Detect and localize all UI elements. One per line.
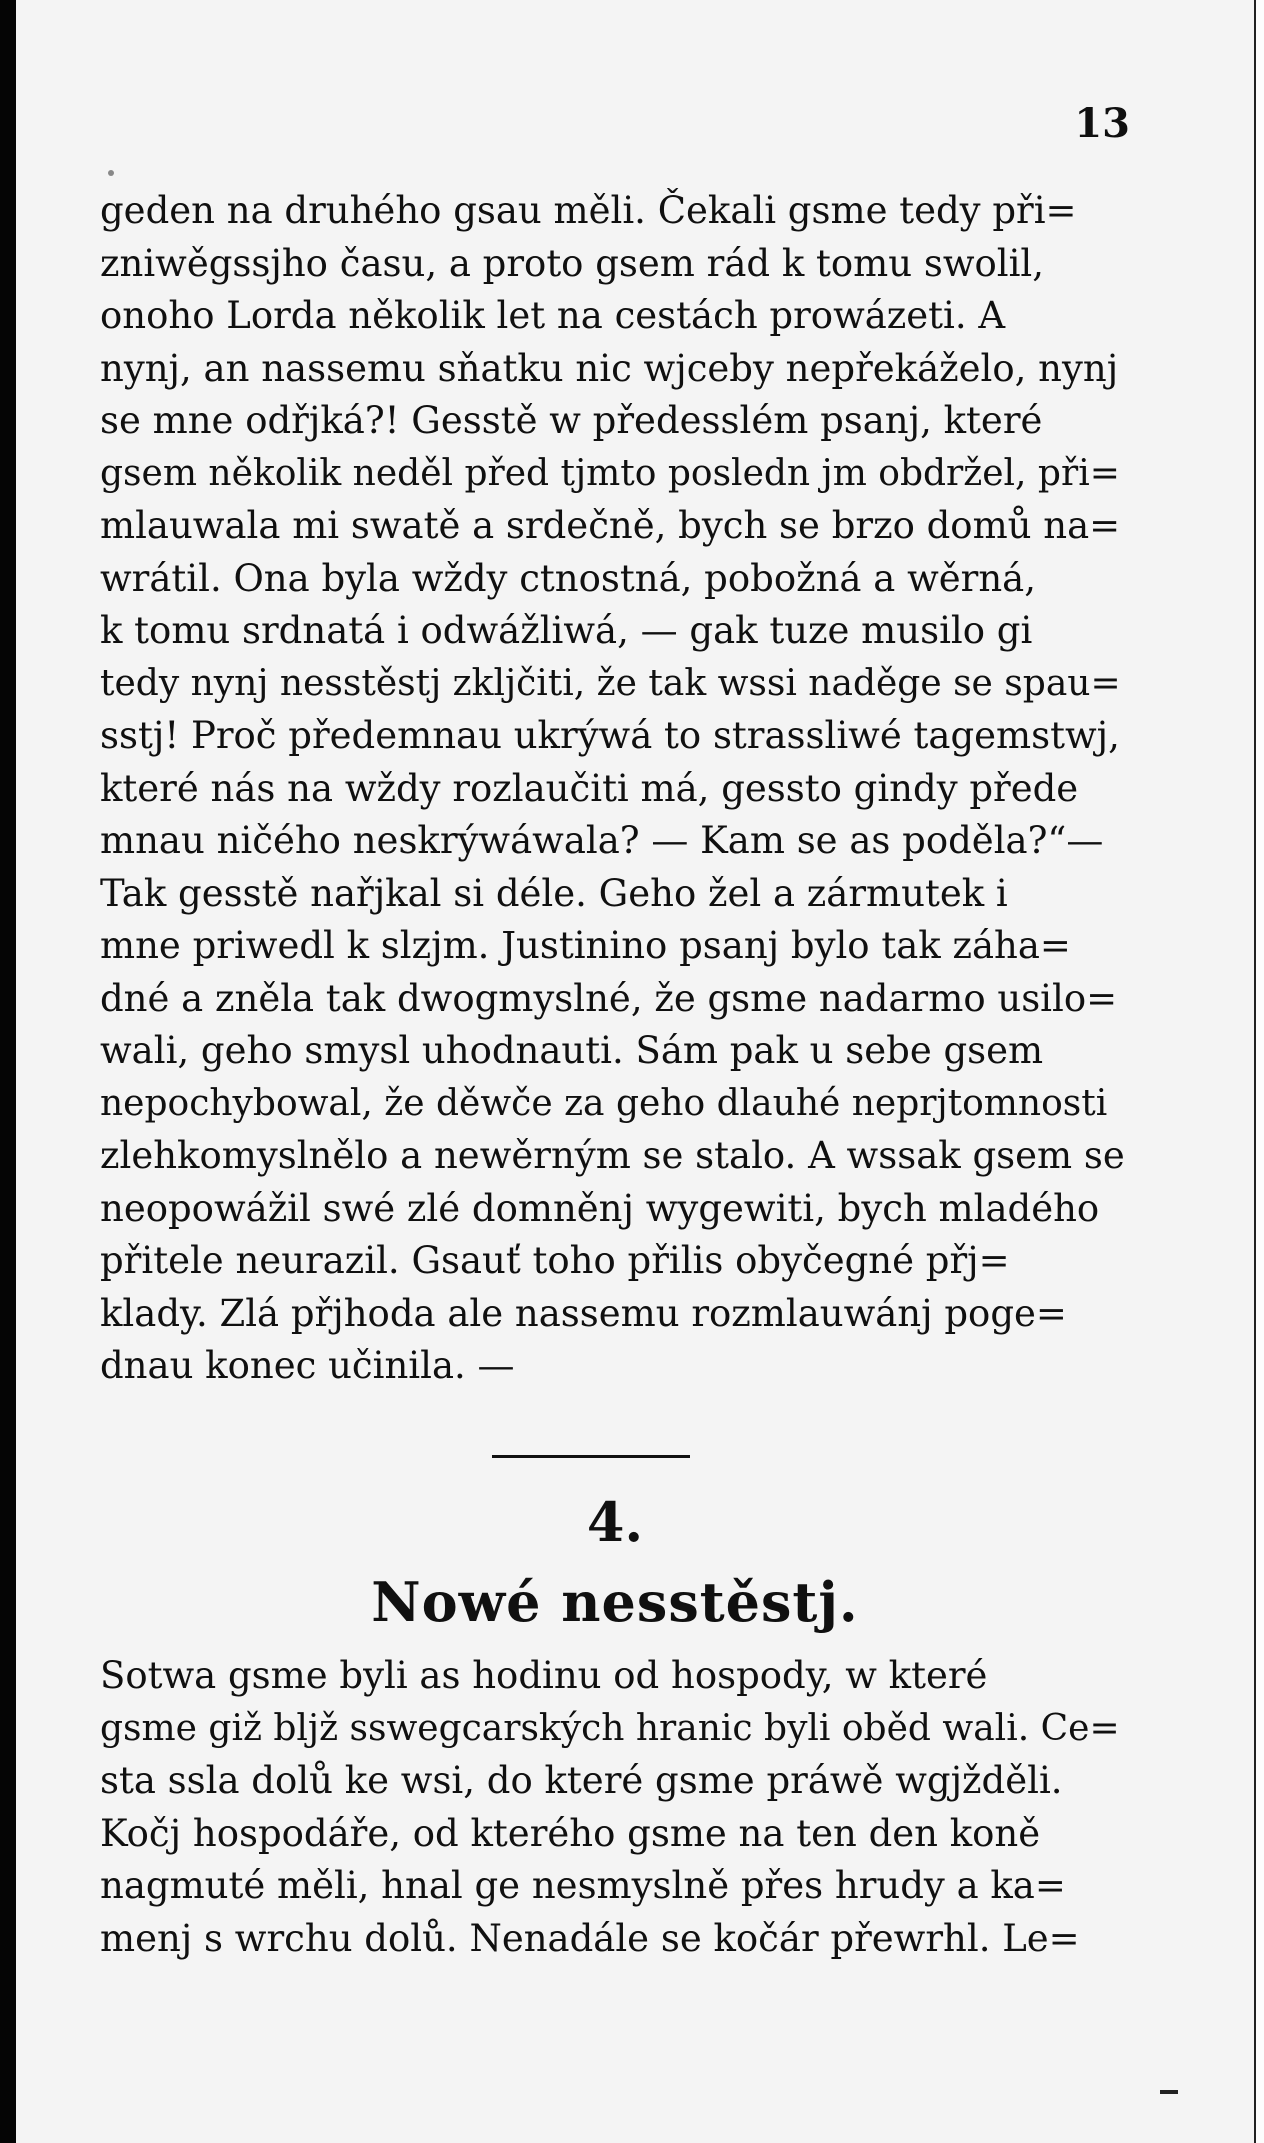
text-line: se mne odřjká?! Gesstě w předesslém psanj, které [100, 399, 1043, 442]
text-line: Sotwa gsme byli as hodinu od hospody, w které [100, 1654, 988, 1697]
section-paragraph [100, 1650, 1130, 1965]
text-line: sstj! Proč předemnau ukrýwá to strassliwé tagemstwj, [100, 714, 1120, 757]
page-number: 13 [1074, 100, 1130, 147]
text-line: nagmuté měli, hnal ge nesmyslně přes hrudy a ka= [100, 1864, 1066, 1907]
text-line: přitele neurazil. Gsauť toho přilis obyčegné přj= [100, 1239, 1010, 1282]
text-line: k tomu srdnatá i odwážliwá, — gak tuze musilo gi [100, 609, 1033, 652]
scan-page-edge [1254, 0, 1264, 2143]
text-line: klady. Zlá přjhoda ale nassemu rozmlauwánj poge= [100, 1291, 1067, 1335]
text-line: geden na druhého gsau měli. Čekali gsme tedy při= [100, 189, 1077, 232]
text-line: nepochybowal, že děwče za geho dlauhé neprjtomnosti [100, 1082, 1108, 1124]
book-page [100, 90, 1130, 2090]
text-line: zlehkomyslnělo a newěrným se stalo. A wssak gsem se [100, 1134, 1125, 1177]
text-line: sta ssla dolů ke wsi, do které gsme práwě wgjžděli. [100, 1759, 1063, 1802]
text-line: mne priwedl k slzjm. Justinino psanj bylo tak záha= [100, 924, 1071, 967]
text-line: tedy nynj nesstěstj zkljčiti, že tak wssi naděge se spau= [100, 662, 1121, 704]
section-divider [492, 1455, 690, 1458]
text-line: menj s wrchu dolů. Nenadále se kočár přewrhl. Le= [100, 1916, 1080, 1960]
text-line: wali, geho smysl uhodnauti. Sám pak u sebe gsem [100, 1029, 1044, 1072]
scan-mark [1160, 2090, 1178, 2094]
text-line: mlauwala mi swatě a srdečně, bych se brzo domů na= [100, 504, 1121, 547]
text-line: neopowážil swé zlé domněnj wygewiti, bych mladého [100, 1186, 1100, 1230]
text-line: které nás na wždy rozlaučiti má, gessto gindy přede [100, 766, 1079, 810]
text-line: Kočj hospodáře, od kterého gsme na ten den koně [100, 1811, 1041, 1855]
section-title: Nowé nesstěstj. [371, 1570, 859, 1634]
text-line: onoho Lorda několik let na cestách prowázeti. A [100, 294, 1006, 337]
text-line: gsme giž bljž sswegcarských hranic byli oběd wali. Ce= [100, 1707, 1120, 1749]
text-line: wrátil. Ona byla wždy ctnostná, pobožná a wěrná, [100, 556, 1036, 600]
text-line: gsem několik neděl před tjmto posledn jm obdržel, při= [100, 452, 1120, 494]
text-line: nynj, an nassemu sňatku nic wjceby nepřekáželo, nynj [100, 346, 1119, 390]
text-line: mnau ničého neskrýwáwala? — Kam se as poděla?“— [100, 819, 1104, 862]
text-line: Tak gesstě nařjkal si déle. Geho žel a zármutek i [100, 871, 1008, 915]
text-line: dnau konec učinila. — [100, 1344, 515, 1387]
section-number: 4. [586, 1490, 644, 1554]
scan-binding-edge [0, 0, 16, 2143]
text-line: dné a zněla tak dwogmyslné, že gsme nadarmo usilo= [100, 976, 1118, 1020]
paragraph-continuation [100, 185, 1130, 1393]
text-line: zniwěgssjho času, a proto gsem rád k tomu swolil, [100, 241, 1045, 285]
